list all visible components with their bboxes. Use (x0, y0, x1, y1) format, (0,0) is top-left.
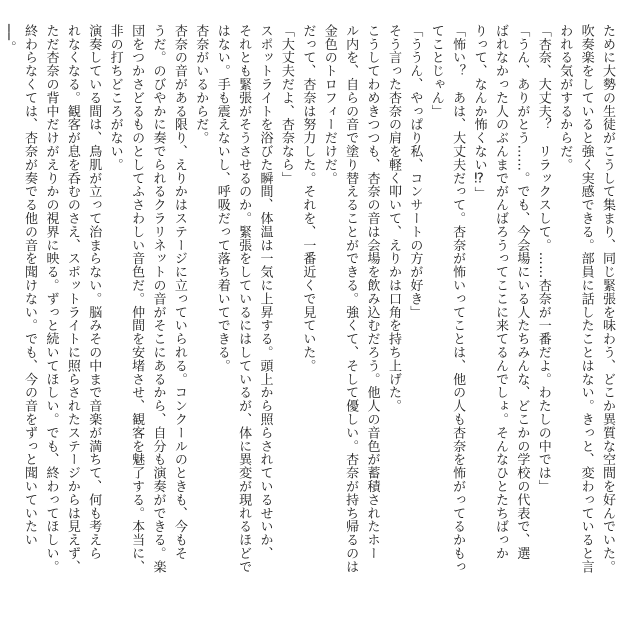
text-line: 演奏している間は、鳥肌が立って治まらない。脳みその中まで音楽が満ちて、何も考えら (86, 24, 102, 560)
text-line: てことじゃん」 (428, 24, 444, 118)
text-line: ただ杏奈の背中だけがえりかの視界に映る。ずっと続いてほしい。でも、終わってほしい。 (43, 24, 59, 574)
text-line: ル内を、自らの音で塗り替えることができる。強くて、そして優しい。杏奈が持ち帰るのは (343, 24, 359, 574)
text-line: スポットライトを浴びた瞬間、体温は一気に上昇する。頭上から照らされているせいか、 (257, 24, 273, 560)
text-line: りって、なんか怖くない⁉」 (471, 24, 487, 201)
text-line: ために大勢の生徒がこうして集まり、同じ緊張を味わう、どこか異質な空間を好んでいた。 (600, 24, 615, 574)
text-line: うだ。のびやかに奏でられるクラリネットの音がそこにあるから、自分も演奏ができる。楽 (150, 24, 166, 574)
text-line: こうしてわめきつつも、杏奈の音は会場を飲み込むだろう。他人の音色が蓄積されたホー (364, 24, 380, 560)
text-line: 吹奏楽をしていると強く実感できる。部員に話したことはない。きっと、変わっていると言 (578, 24, 594, 574)
text-line: それとも緊張がそうさせるのか。緊張をしているにはしているが、体に異変が現れるほどで (236, 24, 252, 574)
text-line: われる気がするからだ。 (557, 24, 573, 172)
text-line: 終わらなくては、杏奈が奏でる他の音を聞けない。でも、今の音をずっと聞いていたい (22, 24, 38, 547)
text-line: はない。手も震えないし、呼吸だって落ち着いてできる。 (214, 24, 230, 373)
text-line: 「大丈夫だよ、杏奈なら」 (278, 24, 294, 185)
text-line: 金色のトロフィーだけだ。 (321, 24, 337, 185)
vertical-text-body (0, 24, 618, 620)
text-line: 杏奈の音がある限り、えりかはステージに立っていられる。コンクールのときも、今もそ (171, 24, 187, 560)
text-line: 非の打ちどころがない。 (107, 24, 123, 172)
text-line: 団をつかさどるものとしてふさわしい音色だ。仲間を安堵させ、観客を魅了する。本当に、 (129, 24, 145, 574)
text-line: 「ううん、やっぱり私、コンサートの方が好き」 (407, 24, 423, 319)
text-line: ──。 (0, 24, 16, 54)
text-line: 「怖い？ あは、大丈夫だって。杏奈が怖いってことは、他の人も杏奈を怖がってるかもっ (450, 24, 466, 574)
text-line: そう言った杏奈の肩を軽く叩いて、えりかは口角を持ち上げた。 (385, 24, 401, 413)
text-line: だって、杏奈は努力した。それを、一番近くで見ていた。 (300, 24, 316, 373)
text-line: 「うん、ありがとう……。でも、今会場にいる人たちみんな、どこかの学校の代表で、選 (514, 24, 530, 560)
text-line: 「杏奈、大丈夫？ リラックスして。……杏奈が一番だよ。わたしの中では」 (535, 24, 551, 493)
text-line: 杏奈がいるからだ。 (193, 24, 209, 145)
text-line: ばれなかった人のぶんまでがんばろうってここに来てるんでしょ。そんなひとたちばっか (492, 24, 508, 560)
text-line: れなくなる。観客が息を呑むのさえ、スポットライトに照らされたステージからは見えず、 (64, 24, 80, 574)
